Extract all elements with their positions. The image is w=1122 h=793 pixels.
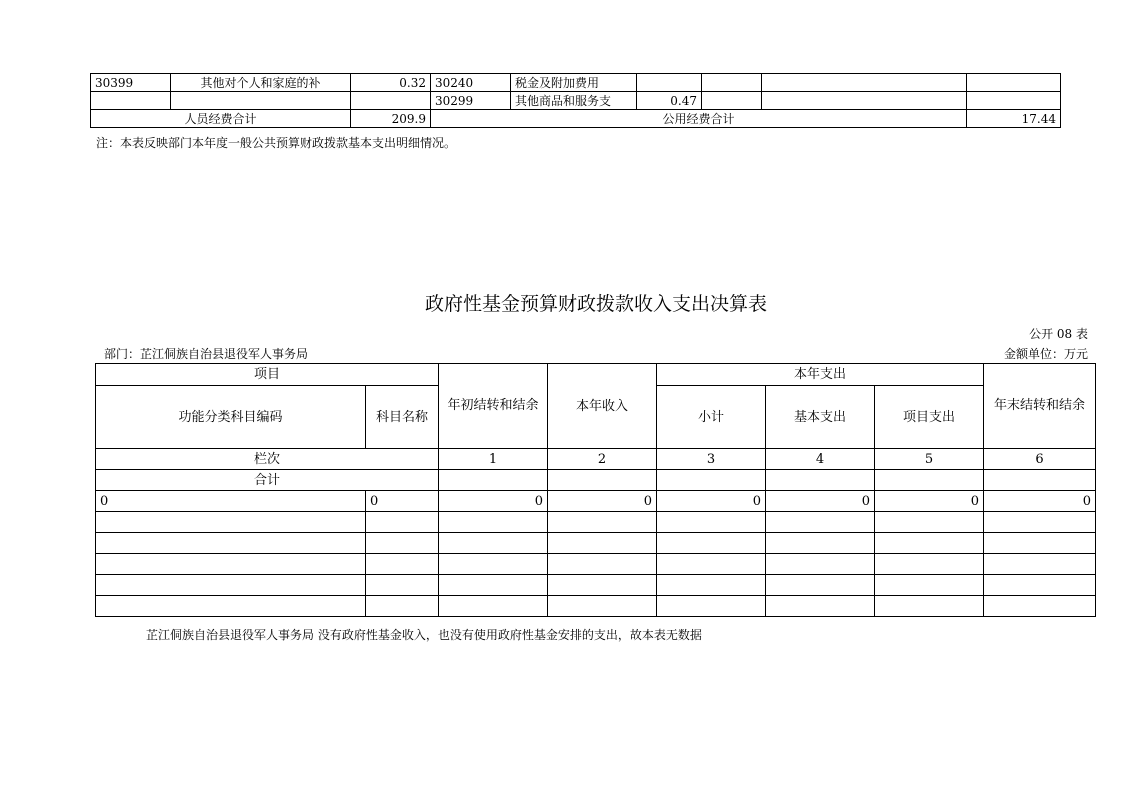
table-cell: 0.32 (351, 74, 431, 92)
table-cell: 税金及附加费用 (511, 74, 637, 92)
header-income: 本年收入 (548, 364, 657, 449)
table-cell (657, 596, 766, 617)
table-cell: 0.47 (637, 92, 702, 110)
table-cell: 0 (657, 491, 766, 512)
table-cell (875, 512, 984, 533)
table-cell (439, 596, 548, 617)
table-cell (96, 533, 366, 554)
table-cell (766, 554, 875, 575)
table-cell (766, 596, 875, 617)
table-cell (657, 575, 766, 596)
personnel-total-label: 人员经费合计 (91, 110, 351, 128)
table-cell (439, 575, 548, 596)
table-cell (548, 533, 657, 554)
table-row (91, 74, 1061, 92)
table-cell (439, 533, 548, 554)
column-number: 1 (439, 449, 548, 470)
table-cell (91, 92, 171, 110)
table-cell (96, 512, 366, 533)
table-cell (766, 575, 875, 596)
table-cell (984, 533, 1096, 554)
column-number-row (96, 449, 1096, 470)
table-cell (366, 554, 439, 575)
table-cell (762, 74, 967, 92)
table-cell (96, 596, 366, 617)
table-cell (875, 596, 984, 617)
header-basic: 基本支出 (766, 386, 875, 449)
table-cell (96, 554, 366, 575)
table-row (96, 554, 1096, 575)
table-cell: 30299 (431, 92, 511, 110)
table-cell (351, 92, 431, 110)
table-cell (548, 596, 657, 617)
column-number: 5 (875, 449, 984, 470)
footer-note: 芷江侗族自治县退役军人事务局 没有政府性基金收入，也没有使用政府性基金安排的支出，故本表无数据 (146, 628, 702, 642)
table-row (91, 92, 1061, 110)
header-subtotal: 小计 (657, 386, 766, 449)
table-cell (366, 512, 439, 533)
table-cell (439, 512, 548, 533)
column-number: 6 (984, 449, 1096, 470)
table-cell (366, 533, 439, 554)
gov-fund-budget-table (95, 363, 1096, 617)
table-cell: 0 (96, 491, 366, 512)
table-cell (984, 575, 1096, 596)
top-table-note: 注：本表反映部门本年度一般公共预算财政拨款基本支出明细情况。 (96, 136, 457, 150)
column-number: 4 (766, 449, 875, 470)
amount-unit-label: 金额单位：万元 (1003, 347, 1088, 361)
table-cell (657, 554, 766, 575)
table-cell (967, 92, 1061, 110)
table-cell: 其他商品和服务支 (511, 92, 637, 110)
table-row (96, 491, 1096, 512)
header-expenditure: 本年支出 (657, 364, 984, 386)
table-cell (366, 596, 439, 617)
table-cell (366, 575, 439, 596)
table-cell: 0 (984, 491, 1096, 512)
table-row (96, 533, 1096, 554)
column-number: 3 (657, 449, 766, 470)
table-cell: 30399 (91, 74, 171, 92)
table-row (96, 575, 1096, 596)
header-func-code: 功能分类科目编码 (96, 386, 366, 449)
table-cell (548, 575, 657, 596)
public-total-value: 17.44 (967, 110, 1061, 128)
table-cell (96, 575, 366, 596)
table-cell (702, 74, 762, 92)
table-number: 公开 08 表 (1029, 327, 1088, 341)
department-label: 部门：芷江侗族自治县退役军人事务局 (104, 347, 309, 361)
basic-expenditure-detail-table (90, 73, 1061, 128)
table-cell: 0 (548, 491, 657, 512)
header-project-exp: 项目支出 (875, 386, 984, 449)
table-cell: 0 (366, 491, 439, 512)
header-opening-balance: 年初结转和结余 (439, 364, 548, 449)
table-cell (171, 92, 351, 110)
table-cell (984, 596, 1096, 617)
table-cell: 30240 (431, 74, 511, 92)
expense-total-row (91, 110, 1061, 128)
table-cell (548, 554, 657, 575)
page-title: 政府性基金预算财政拨款收入支出决算表 (424, 293, 767, 315)
total-label: 合计 (96, 470, 439, 491)
column-number-label: 栏次 (96, 449, 439, 470)
table-cell (637, 74, 702, 92)
table-cell (702, 92, 762, 110)
table-cell (657, 533, 766, 554)
table-cell: 其他对个人和家庭的补 (171, 74, 351, 92)
header-project: 项目 (96, 364, 439, 386)
table-cell: 0 (439, 491, 548, 512)
table-cell (984, 554, 1096, 575)
header-row-1 (96, 364, 1096, 386)
table-cell (875, 575, 984, 596)
table-cell (875, 533, 984, 554)
table-cell (875, 554, 984, 575)
table-row (96, 596, 1096, 617)
header-closing-balance: 年末结转和结余 (984, 364, 1096, 449)
table-cell (548, 512, 657, 533)
table-cell (439, 554, 548, 575)
column-number: 2 (548, 449, 657, 470)
table-cell (766, 512, 875, 533)
table-cell (657, 512, 766, 533)
table-cell: 0 (875, 491, 984, 512)
header-subject-name: 科目名称 (366, 386, 439, 449)
table-cell (766, 533, 875, 554)
personnel-total-value: 209.9 (351, 110, 431, 128)
table-cell (984, 512, 1096, 533)
public-total-label: 公用经费合计 (431, 110, 967, 128)
total-row (96, 470, 1096, 491)
table-cell (762, 92, 967, 110)
table-cell: 0 (766, 491, 875, 512)
table-cell (967, 74, 1061, 92)
table-row (96, 512, 1096, 533)
